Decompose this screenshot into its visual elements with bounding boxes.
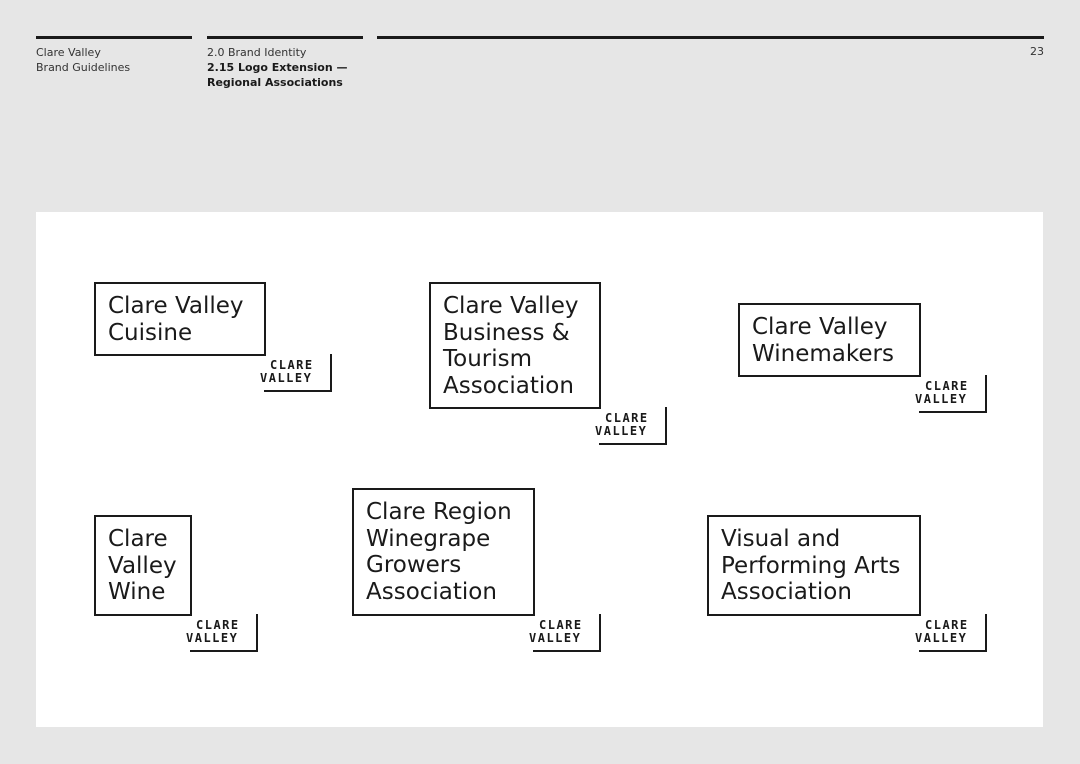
document-title-line2: Brand Guidelines [36,61,131,74]
mark-word-valley: VALLEY [186,631,239,645]
document-title [36,45,130,75]
mark-word-valley: VALLEY [915,392,968,406]
document-title-line1: Clare Valley [36,46,101,59]
logo-text-line: Valley [108,552,177,579]
logo-text-line: Visual and [721,526,841,552]
logo-wordmark-box [707,515,921,616]
logo-wordmark-box [429,282,601,409]
header-rule-middle [207,36,363,39]
section-heading [207,45,348,90]
logo-text-line: Clare Valley [752,314,888,340]
header-rule-right [377,36,1044,39]
section-label: 2.0 Brand Identity [207,46,307,59]
logo-text-line: Business & [443,319,570,346]
mark-word-valley: VALLEY [529,631,582,645]
logo-text-line: Association [443,372,574,399]
clare-valley-mark [595,407,667,445]
clare-valley-mark [915,375,987,413]
subsection-label-line2: Regional Associations [207,76,343,89]
logo-text-line: Association [721,579,852,605]
mark-word-clare: CLARE [539,618,583,632]
mark-word-clare: CLARE [196,618,240,632]
logo-text-line: Winegrape [366,525,491,552]
logo-text-line: Clare [108,526,168,552]
logo-text-line: Performing Arts [721,552,901,579]
logo-text-line: Clare Valley [443,293,579,319]
logo-text-line: Clare Region [366,499,512,525]
logo-text-line: Cuisine [108,319,193,346]
clare-valley-mark [915,614,987,652]
clare-valley-mark [186,614,258,652]
mark-word-clare: CLARE [605,411,649,425]
mark-word-clare: CLARE [925,618,969,632]
logo-wordmark-box [738,303,921,377]
mark-word-clare: CLARE [925,379,969,393]
logo-panel [36,212,1043,727]
clare-valley-mark [529,614,601,652]
page-number: 23 [1030,45,1044,58]
logo-text-line: Association [366,578,497,605]
mark-word-valley: VALLEY [260,371,313,385]
logo-text-line: Clare Valley [108,293,244,319]
logo-text-line: Growers [366,552,462,578]
subsection-label-line1: 2.15 Logo Extension — [207,61,348,74]
mark-word-valley: VALLEY [915,631,968,645]
logo-wordmark-box [94,282,266,356]
header-rule-left [36,36,192,39]
mark-word-valley: VALLEY [595,424,648,438]
logo-text-line: Winemakers [752,340,894,367]
logo-text-line: Wine [108,579,166,605]
logo-text-line: Tourism [443,346,533,372]
logo-wordmark-box [352,488,535,616]
clare-valley-mark [260,354,332,392]
logo-wordmark-box [94,515,192,616]
mark-word-clare: CLARE [270,358,314,372]
